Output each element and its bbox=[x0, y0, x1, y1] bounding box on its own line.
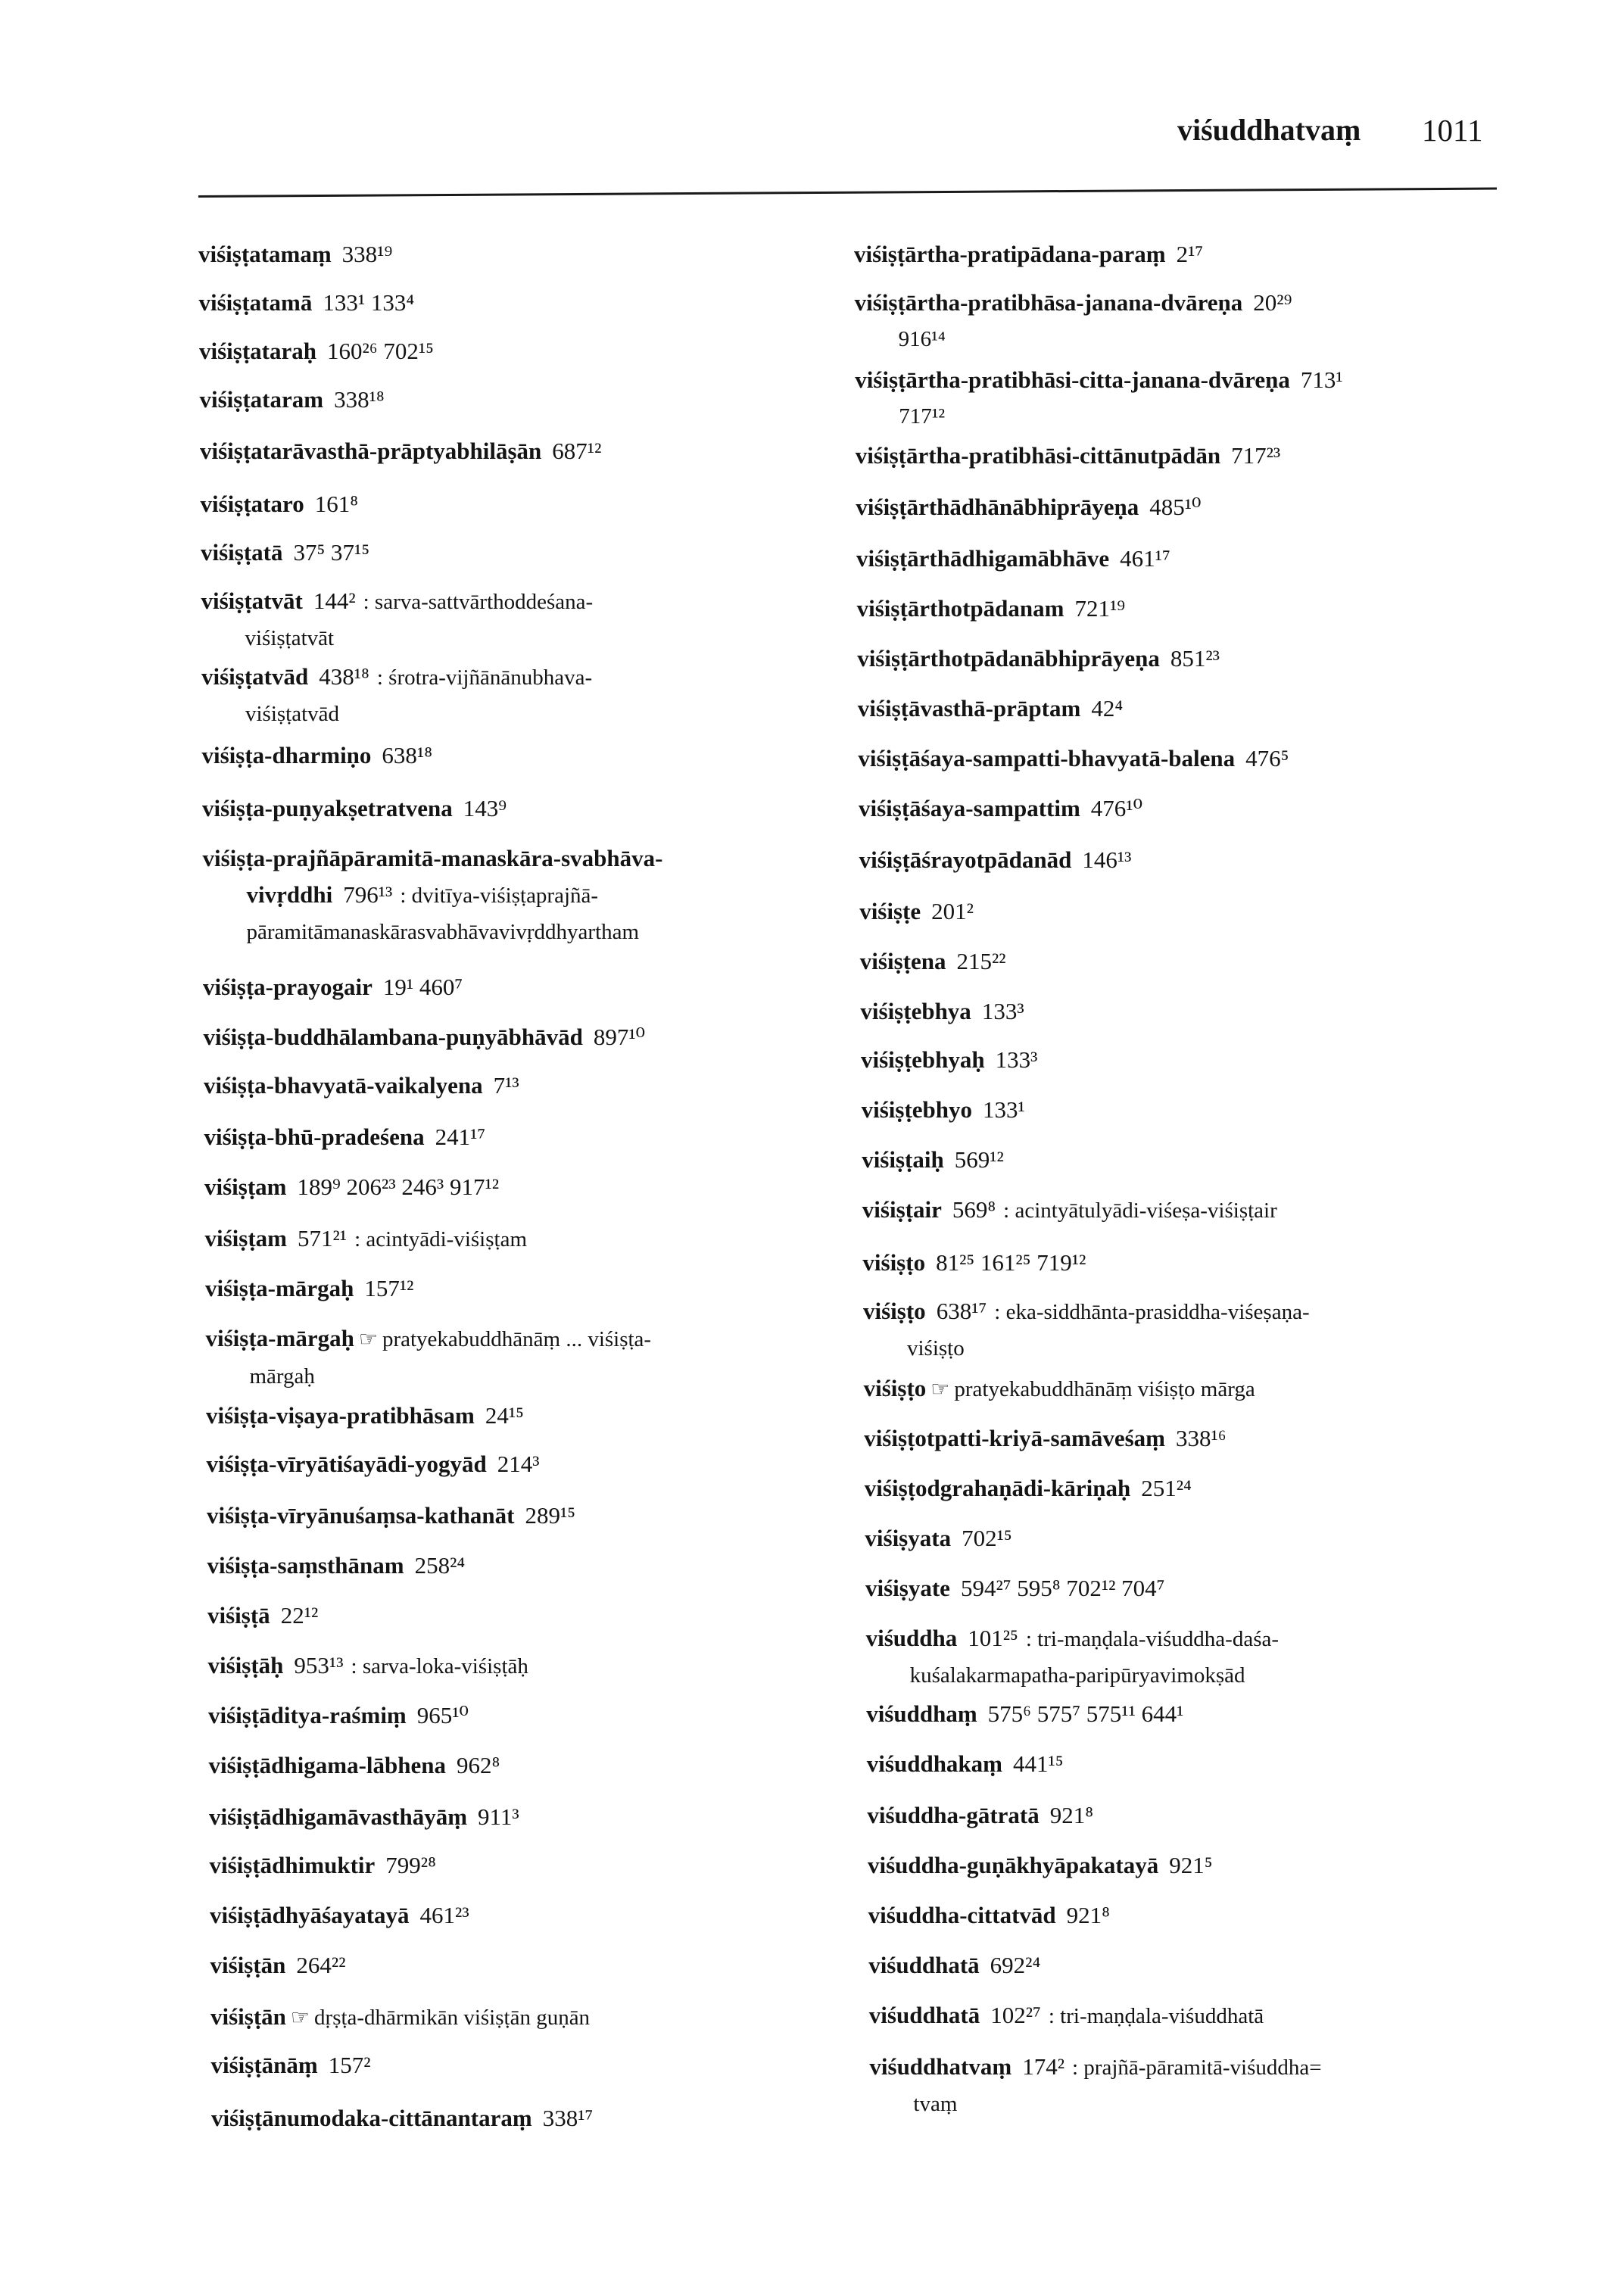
headword: viśiṣṭāvasthā-prāptam bbox=[857, 695, 1081, 722]
index-entry bbox=[865, 1570, 1165, 1607]
headword-continuation: vivṛddhi bbox=[246, 881, 333, 908]
page-refs: 476⁵ bbox=[1245, 745, 1289, 771]
headword: viśiṣṭataram bbox=[199, 386, 324, 413]
page-refs: 258²⁴ bbox=[414, 1552, 466, 1579]
index-entry bbox=[866, 1620, 1279, 1694]
page-refs: 921⁵ bbox=[1169, 1852, 1213, 1878]
gloss: : prajñā-pāramitā-viśuddha= bbox=[1071, 2056, 1322, 2080]
page-refs: 441¹⁵ bbox=[1013, 1750, 1064, 1777]
page-refs: 571²¹ bbox=[298, 1225, 348, 1251]
headword: viśiṣṭatvād bbox=[201, 663, 309, 690]
index-entry bbox=[856, 541, 1170, 577]
index-entry bbox=[869, 1997, 1264, 2034]
index-entry bbox=[861, 1042, 1037, 1078]
page-refs: 251²⁴ bbox=[1141, 1475, 1192, 1501]
page-refs: 461¹⁷ bbox=[1120, 545, 1170, 572]
gloss: : dvitīya-viśiṣṭaprajñā- bbox=[400, 884, 599, 908]
page-refs: 338¹⁷ bbox=[542, 2105, 594, 2131]
page-refs: 569¹² bbox=[954, 1146, 1004, 1173]
headword: viśiṣṭa-puṇyakṣetratvena bbox=[202, 795, 453, 821]
index-entry bbox=[857, 591, 1125, 627]
index-entry bbox=[202, 790, 507, 827]
headword: viśiṣṭa-bhavyatā-vaikalyena bbox=[204, 1072, 483, 1099]
headword: viśiṣṭam bbox=[204, 1173, 287, 1200]
page-refs: 20²⁹ bbox=[1253, 289, 1292, 316]
headword: viśiṣṭādhimuktir bbox=[209, 1852, 376, 1878]
page-refs: 962⁸ bbox=[457, 1752, 500, 1778]
page-refs: 160²⁶ 702¹⁵ bbox=[327, 338, 434, 364]
page-refs: 687¹² bbox=[552, 438, 602, 464]
page-refs: 713¹ bbox=[1300, 366, 1343, 393]
page-refs: 81²⁵ 161²⁵ 719¹² bbox=[936, 1249, 1086, 1276]
headword: viśiṣṭa-viṣaya-pratibhāsam bbox=[206, 1402, 475, 1429]
headword: viśiṣṭataraḥ bbox=[199, 338, 316, 364]
headword: viśiṣṭārtha-pratibhāsi-cittānutpādān bbox=[855, 442, 1221, 469]
index-entry bbox=[863, 1293, 1310, 1367]
headword: viśiṣṭāditya-raśmiṃ bbox=[208, 1702, 407, 1728]
running-header-word: viśuddhatvaṃ bbox=[1177, 113, 1361, 147]
headword: viśiṣṭa-vīryānuśaṃsa-kathanāt bbox=[207, 1502, 515, 1529]
index-entry bbox=[208, 1647, 528, 1685]
page-refs: 721¹⁹ bbox=[1074, 595, 1126, 622]
page-refs: 461²³ bbox=[419, 1902, 469, 1928]
index-entry bbox=[862, 1245, 1086, 1281]
page-refs: 133³ bbox=[995, 1046, 1038, 1073]
index-entry bbox=[860, 943, 1006, 980]
index-entry bbox=[868, 1897, 1110, 1934]
index-entry bbox=[859, 893, 974, 930]
index-entry bbox=[207, 1597, 318, 1634]
headword: viśuddha bbox=[865, 1625, 958, 1651]
index-entry bbox=[206, 1320, 652, 1395]
headword: viśiṣṭānumodaka-cittānantaraṃ bbox=[211, 2105, 532, 2131]
continuation-line: 717¹² bbox=[899, 404, 946, 429]
headword: viśiṣṭa-prajñāpāramitā-manaskāra-svabhāva- bbox=[202, 845, 663, 871]
headword: viśiṣṭā bbox=[207, 1602, 270, 1629]
headword: viśiṣṭair bbox=[862, 1196, 942, 1223]
page-refs: 338¹⁶ bbox=[1175, 1425, 1227, 1451]
headword: viśiṣṭāḥ bbox=[207, 1652, 284, 1678]
page-refs: 717²³ bbox=[1231, 442, 1281, 469]
index-entry bbox=[859, 842, 1132, 878]
headword: viśiṣṭārtha-pratibhāsi-citta-janana-dvāreṇa bbox=[855, 366, 1290, 393]
page-refs: 133³ bbox=[981, 998, 1024, 1024]
index-entry bbox=[210, 1999, 590, 2037]
continuation-line: viśiṣṭatvāt bbox=[245, 626, 335, 650]
index-entry bbox=[211, 2047, 371, 2084]
headword: viśiṣṭārthādhigamābhāve bbox=[856, 545, 1110, 572]
page-refs: 102²⁷ bbox=[990, 2002, 1041, 2028]
headword: viśuddha-gātratā bbox=[867, 1802, 1040, 1828]
index-entry bbox=[204, 1169, 499, 1205]
page-refs: 22¹² bbox=[280, 1602, 319, 1629]
page-refs: 264²² bbox=[296, 1952, 346, 1978]
page-refs: 174² bbox=[1022, 2053, 1064, 2080]
page-refs: 692²⁴ bbox=[990, 1952, 1041, 1978]
page-refs: 851²³ bbox=[1170, 645, 1220, 672]
page-refs: 575⁶ 575⁷ 575¹¹ 644¹ bbox=[987, 1700, 1184, 1727]
headword: viśuddhaṃ bbox=[866, 1700, 977, 1727]
index-entry bbox=[204, 1019, 646, 1055]
gloss-continuation: pāramitāmanaskārasvabhāvavivṛddhyartham bbox=[246, 920, 640, 944]
index-entry bbox=[199, 285, 415, 321]
page-refs: 157² bbox=[328, 2052, 371, 2078]
page-refs: 241¹⁷ bbox=[435, 1124, 486, 1150]
gloss: : sarva-loka-viśiṣṭāḥ bbox=[351, 1654, 528, 1678]
page-refs: 101²⁵ bbox=[968, 1625, 1018, 1651]
page-refs: 485¹⁰ bbox=[1149, 494, 1202, 520]
headword: viśiṣṭatvāt bbox=[201, 588, 303, 614]
headword: viśiṣṭa-mārgaḥ bbox=[205, 1275, 354, 1301]
headword: viśiṣṭo bbox=[863, 1298, 926, 1324]
index-entry bbox=[862, 1192, 1277, 1229]
index-entry bbox=[858, 690, 1123, 727]
index-entry bbox=[201, 486, 359, 522]
headword: viśuddhatā bbox=[868, 2002, 980, 2028]
headword: viśiṣṭāśaya-sampattim bbox=[859, 795, 1080, 821]
page-refs: 569⁸ bbox=[952, 1196, 996, 1223]
headword: viśiṣṭena bbox=[859, 948, 946, 974]
index-entry bbox=[856, 438, 1280, 474]
headword: viśiṣṭānāṃ bbox=[210, 2052, 318, 2078]
index-entry bbox=[867, 1797, 1093, 1834]
index-entry bbox=[865, 1520, 1011, 1557]
page-refs: 2¹⁷ bbox=[1176, 241, 1204, 267]
page-refs: 161⁸ bbox=[314, 491, 359, 517]
page-refs: 7¹³ bbox=[493, 1072, 519, 1099]
index-entry bbox=[202, 737, 433, 774]
headword: viśiṣṭāśaya-sampatti-bhavyatā-balena bbox=[858, 745, 1236, 771]
index-entry bbox=[203, 840, 663, 950]
headword: viśiṣṭa-mārgaḥ bbox=[205, 1325, 354, 1351]
index-entry bbox=[862, 1092, 1025, 1128]
headword: viśiṣṭāśrayotpādanād bbox=[859, 846, 1072, 873]
gloss: : eka-siddhānta-prasiddha-viśeṣaṇa- bbox=[994, 1300, 1310, 1324]
index-entry bbox=[204, 1119, 486, 1155]
headword: viśiṣṭādhigama-lābhena bbox=[208, 1752, 447, 1778]
headword: viśiṣṭārtha-pratibhāsa-janana-dvāreṇa bbox=[854, 289, 1243, 316]
page-refs: 133¹ 133⁴ bbox=[323, 289, 415, 316]
page-refs: 24¹⁵ bbox=[485, 1402, 524, 1429]
headword: viśiṣṭatamaṃ bbox=[198, 241, 332, 267]
page-refs: 953¹³ bbox=[294, 1652, 344, 1678]
gloss: : śrotra-vijñānānubhava- bbox=[376, 665, 593, 690]
index-entry bbox=[200, 382, 385, 418]
index-entry bbox=[200, 433, 601, 469]
page-refs: 42⁴ bbox=[1091, 695, 1124, 722]
headword: viśuddhakaṃ bbox=[866, 1750, 1003, 1777]
index-entry bbox=[868, 1947, 1040, 1984]
headword: viśiṣyata bbox=[865, 1525, 952, 1551]
headword: viśiṣṭo bbox=[863, 1375, 927, 1401]
headword: viśiṣṭārtha-pratipādana-paraṃ bbox=[854, 241, 1166, 267]
page-refs: 438¹⁸ bbox=[319, 663, 369, 690]
headword: viśuddhatā bbox=[868, 1952, 980, 1978]
headword: viśiṣṭān bbox=[210, 2003, 286, 2030]
gloss: : tri-maṇḍala-viśuddhatā bbox=[1048, 2004, 1264, 2028]
headword: viśiṣṭotpatti-kriyā-samāveśaṃ bbox=[864, 1425, 1165, 1451]
index-entry bbox=[858, 740, 1289, 777]
index-entry bbox=[211, 2100, 593, 2137]
page-number: 1011 bbox=[1422, 113, 1483, 148]
gloss: : tri-maṇḍala-viśuddha-daśa- bbox=[1025, 1627, 1280, 1651]
index-entry bbox=[857, 641, 1220, 677]
headword: viśuddhatvaṃ bbox=[869, 2053, 1012, 2080]
index-entry bbox=[854, 236, 1203, 273]
headword: viśiṣṭārthotpādanam bbox=[856, 595, 1064, 622]
index-entry bbox=[864, 1420, 1226, 1457]
headword: viśuddha-guṇākhyāpakatayā bbox=[868, 1852, 1159, 1878]
index-entry bbox=[204, 1068, 519, 1104]
index-entry bbox=[865, 1470, 1192, 1507]
page-refs: 897¹⁰ bbox=[593, 1024, 646, 1050]
headword: viśiṣṭebhya bbox=[860, 998, 971, 1024]
headword: viśiṣyate bbox=[865, 1575, 950, 1601]
headword: viśiṣṭārthotpādanābhiprāyeṇa bbox=[857, 645, 1160, 672]
page-refs: 189⁹ 206²³ 246³ 917¹² bbox=[297, 1173, 500, 1200]
pointer-hand-icon: ☞ bbox=[290, 2006, 310, 2030]
index-entry bbox=[205, 1220, 528, 1258]
headword: viśiṣṭārthādhānābhiprāyeṇa bbox=[856, 494, 1139, 520]
index-entry bbox=[199, 333, 434, 369]
continuation-line: kuśalakarmapatha-paripūryavimokṣād bbox=[909, 1663, 1245, 1688]
page-refs: 144² bbox=[313, 588, 356, 614]
index-entry bbox=[856, 489, 1201, 525]
pointer-hand-icon: ☞ bbox=[930, 1378, 950, 1401]
page-refs: 796¹³ bbox=[343, 881, 393, 908]
page-refs: 338¹⁹ bbox=[341, 241, 393, 267]
index-entry bbox=[210, 1897, 469, 1934]
headword: viśiṣṭādhigamāvasthāyāṃ bbox=[209, 1803, 468, 1830]
page-refs: 133¹ bbox=[983, 1096, 1025, 1123]
index-entry bbox=[869, 2049, 1321, 2122]
header-rule bbox=[198, 188, 1497, 198]
index-entry bbox=[206, 1398, 524, 1434]
page-refs: 143⁹ bbox=[463, 795, 507, 821]
continuation-line: mārgaḥ bbox=[249, 1364, 315, 1389]
index-entry bbox=[866, 1696, 1183, 1732]
page-refs: 19¹ 460⁷ bbox=[382, 974, 463, 1000]
index-entry bbox=[198, 236, 392, 273]
headword: viśiṣṭān bbox=[210, 1952, 286, 1978]
headword: viśiṣṭa-dharmiṇo bbox=[201, 742, 372, 768]
continuation-line: viśiṣṭatvād bbox=[245, 702, 340, 726]
index-entry bbox=[868, 1847, 1213, 1884]
index-entry bbox=[210, 1947, 346, 1984]
headword: viśuddha-cittatvād bbox=[868, 1902, 1056, 1928]
page-refs: 638¹⁷ bbox=[936, 1298, 987, 1324]
page-refs: 37⁵ 37¹⁵ bbox=[293, 539, 370, 566]
gloss: pratyekabuddhānāṃ ... viśiṣṭa- bbox=[382, 1327, 652, 1351]
headword: viśiṣṭatā bbox=[201, 539, 283, 566]
page-refs: 702¹⁵ bbox=[962, 1525, 1012, 1551]
gloss: : sarva-sattvārthoddeśana- bbox=[363, 590, 594, 614]
index-entry bbox=[207, 1548, 466, 1584]
page-refs: 146¹³ bbox=[1082, 846, 1132, 873]
headword: viśiṣṭe bbox=[859, 898, 921, 924]
headword: viśiṣṭataro bbox=[200, 491, 304, 517]
page-refs: 921⁸ bbox=[1049, 1802, 1094, 1828]
page-refs: 157¹² bbox=[364, 1275, 414, 1301]
page-refs: 594²⁷ 595⁸ 702¹² 704⁷ bbox=[960, 1575, 1165, 1601]
page-refs: 799²⁸ bbox=[385, 1852, 436, 1878]
index-entry bbox=[201, 535, 369, 571]
page-refs: 214³ bbox=[497, 1451, 540, 1477]
index-entry bbox=[208, 1697, 469, 1734]
gloss: : acintyātulyādi-viśeṣa-viśiṣṭair bbox=[1003, 1198, 1277, 1223]
headword: viśiṣṭaiḥ bbox=[862, 1146, 944, 1173]
page-refs: 289¹⁵ bbox=[525, 1502, 576, 1529]
page-refs: 215²² bbox=[956, 948, 1006, 974]
index-entry bbox=[859, 790, 1142, 827]
index-entry bbox=[855, 285, 1292, 357]
headword: viśiṣṭebhyo bbox=[861, 1096, 973, 1123]
index-entry bbox=[862, 1142, 1004, 1178]
index-entry bbox=[867, 1746, 1064, 1782]
headword: viśiṣṭebhyaḥ bbox=[861, 1046, 985, 1073]
gloss: : acintyādi-viśiṣṭam bbox=[354, 1227, 528, 1251]
index-entry bbox=[205, 1270, 413, 1307]
index-entry bbox=[864, 1370, 1255, 1408]
index-entry bbox=[855, 362, 1342, 435]
gloss: dṛṣṭa-dhārmikān viśiṣṭān guṇān bbox=[314, 2006, 591, 2030]
headword: viśiṣṭa-bhū-pradeśena bbox=[204, 1124, 425, 1150]
page-refs: 921⁸ bbox=[1066, 1902, 1110, 1928]
index-entry bbox=[201, 583, 594, 656]
index-entry bbox=[203, 969, 463, 1005]
index-entry bbox=[201, 659, 592, 732]
page-refs: 965¹⁰ bbox=[416, 1702, 469, 1728]
index-entry bbox=[207, 1498, 575, 1534]
pointer-hand-icon: ☞ bbox=[358, 1328, 378, 1351]
continuation-line: 916¹⁴ bbox=[898, 327, 946, 351]
index-entry bbox=[210, 1847, 436, 1884]
gloss: pratyekabuddhānāṃ viśiṣṭo mārga bbox=[954, 1377, 1255, 1401]
index-entry bbox=[209, 1799, 519, 1835]
headword: viśiṣṭatamā bbox=[198, 289, 313, 316]
continuation-line: viśiṣṭo bbox=[907, 1336, 965, 1361]
index-entry bbox=[207, 1446, 540, 1482]
index-entry bbox=[860, 993, 1024, 1030]
page-refs: 476¹⁰ bbox=[1090, 795, 1143, 821]
headword: viśiṣṭam bbox=[204, 1225, 287, 1251]
headword: viśiṣṭādhyāśayatayā bbox=[210, 1902, 410, 1928]
page-refs: 638¹⁸ bbox=[382, 742, 433, 768]
index-entry bbox=[209, 1747, 500, 1784]
headword: viśiṣṭatarāvasthā-prāptyabhilāṣān bbox=[200, 438, 542, 464]
headword: viśiṣṭodgrahaṇādi-kāriṇaḥ bbox=[864, 1475, 1131, 1501]
headword: viśiṣṭa-prayogair bbox=[203, 974, 372, 1000]
headword: viśiṣṭa-buddhālambana-puṇyābhāvād bbox=[203, 1024, 583, 1050]
headword: viśiṣṭa-saṃsthānam bbox=[207, 1552, 404, 1579]
headword: viśiṣṭo bbox=[862, 1249, 926, 1276]
headword: viśiṣṭa-vīryātiśayādi-yogyād bbox=[206, 1451, 487, 1477]
page-refs: 911³ bbox=[478, 1803, 519, 1830]
page-refs: 201² bbox=[931, 898, 974, 924]
continuation-line: tvaṃ bbox=[913, 2092, 958, 2116]
page-refs: 338¹⁸ bbox=[334, 386, 385, 413]
